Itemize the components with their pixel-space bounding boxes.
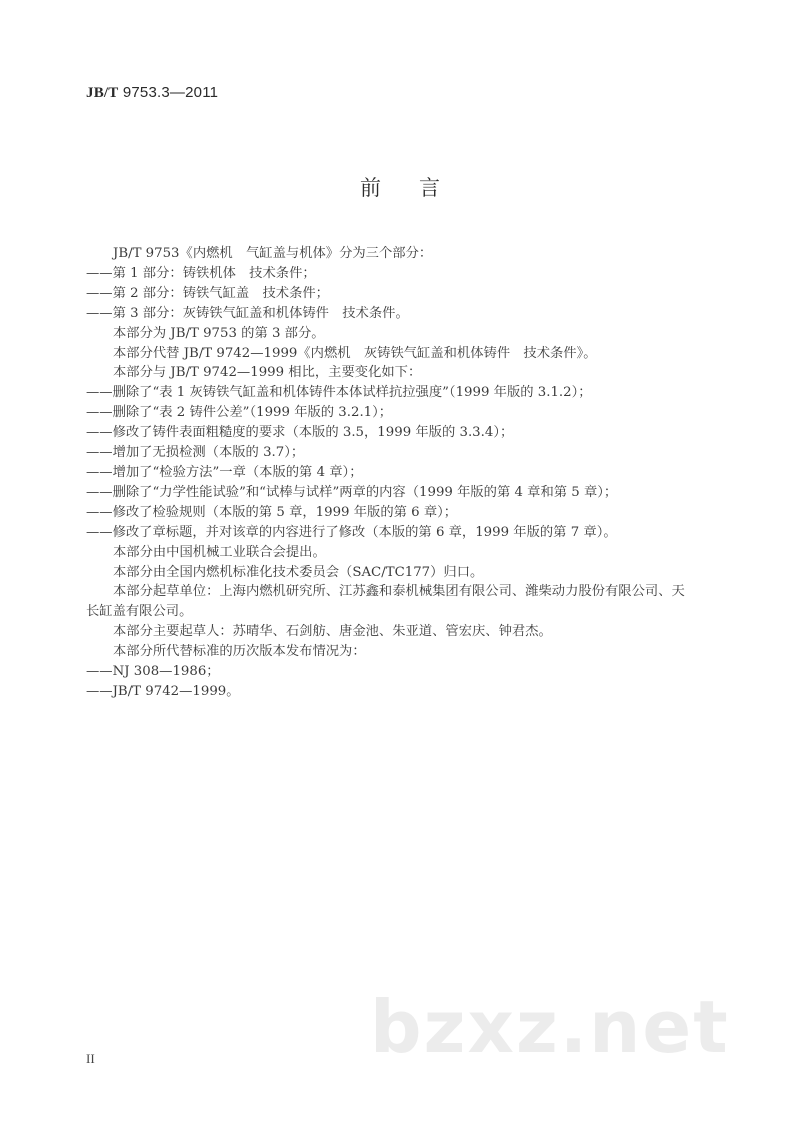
- paragraph: 本部分由全国内燃机标准化技术委员会（SAC/TC177）归口。: [113, 564, 484, 580]
- paragraph: 本部分由中国机械工业联合会提出。: [113, 544, 326, 560]
- list-item: ——NJ 308—1986；: [86, 664, 220, 680]
- list-item: ——删除了“表 1 灰铸铁气缸盖和机体铸件本体试样抗拉强度”（1999 年版的 3.1.2）；: [86, 385, 592, 401]
- list-item: ——修改了章标题，并对该章的内容进行了修改（本版的第 6 章，1999 年版的第 7 章）。: [86, 524, 617, 540]
- page-title: 前言: [360, 176, 478, 200]
- list-item: ——增加了无损检测（本版的 3.7）；: [86, 445, 305, 461]
- list-item: ——第 3 部分：灰铸铁气缸盖和机体铸件 技术条件。: [86, 305, 409, 321]
- paragraph: 本部分代替 JB/T 9742—1999《内燃机 灰铸铁气缸盖和机体铸件 技术条件》。: [113, 345, 597, 361]
- list-item: ——修改了铸件表面粗糙度的要求（本版的 3.5，1999 年版的 3.3.4）；: [86, 425, 514, 441]
- list-item: ——修改了检验规则（本版的第 5 章，1999 年版的第 6 章）；: [86, 504, 458, 520]
- list-item: ——增加了“检验方法”一章（本版的第 4 章）；: [86, 464, 363, 480]
- list-item: ——删除了“力学性能试验”和“试棒与试样”两章的内容（1999 年版的第 4 章和第 5 章）；: [86, 484, 618, 500]
- list-item: ——第 1 部分：铸铁机体 技术条件；: [86, 265, 316, 281]
- paragraph: JB/T 9753《内燃机 气缸盖与机体》分为三个部分：: [113, 246, 433, 261]
- foreword-body: [86, 244, 738, 702]
- paragraph: 本部分所代替标准的历次版本发布情况为：: [113, 644, 366, 660]
- paragraph-continuation: 长缸盖有限公司。: [86, 604, 193, 620]
- list-item: ——删除了“表 2 铸件公差”（1999 年版的 3.2.1）；: [86, 405, 393, 421]
- paragraph: 本部分为 JB/T 9753 的第 3 部分。: [113, 325, 325, 341]
- paragraph: 本部分起草单位：上海内燃机研究所、江苏鑫和泰机械集团有限公司、潍柴动力股份有限公司、天: [113, 584, 685, 600]
- page-number: II: [86, 1051, 95, 1066]
- paragraph: 本部分主要起草人：苏晴华、石剑舫、唐金池、朱亚道、管宏庆、钟君杰。: [113, 624, 552, 640]
- watermark: bzxz.net: [370, 985, 730, 1069]
- list-item: ——第 2 部分：铸铁气缸盖 技术条件；: [86, 285, 329, 301]
- code-prefix: JB/T: [86, 85, 119, 101]
- list-item: ——JB/T 9742—1999。: [86, 683, 240, 699]
- standard-code: [86, 84, 218, 102]
- paragraph: 本部分与 JB/T 9742—1999 相比，主要变化如下：: [113, 365, 422, 381]
- code-number: 9753.3—2011: [118, 84, 219, 101]
